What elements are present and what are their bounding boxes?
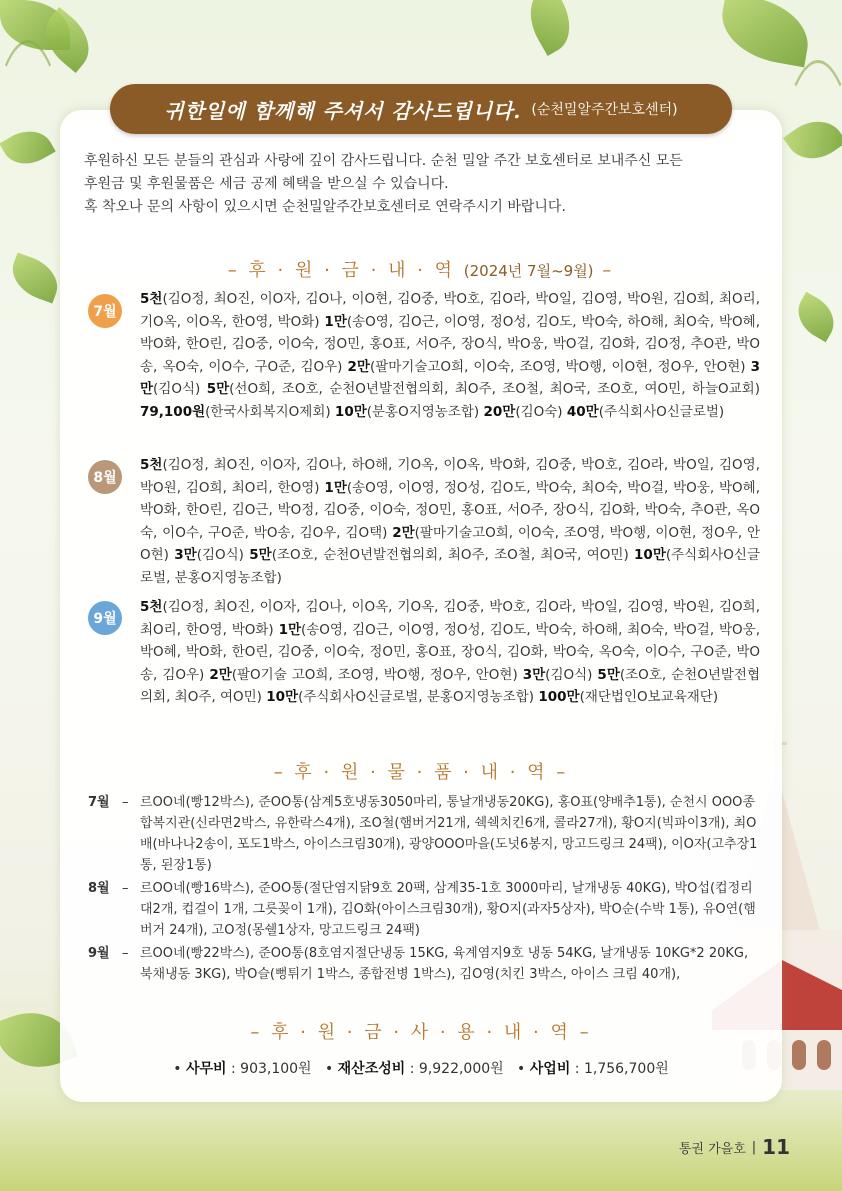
usage-summary xyxy=(60,1058,782,1078)
goods-month: 9월 xyxy=(88,946,110,961)
donation-amount: 5만 xyxy=(597,666,620,683)
goods-dash: – xyxy=(122,881,129,896)
donor-names: (선O희, 조O호, 순천O년발전협의회, 최O주, 조O철, 최O국, 조O호, 여O민, 하늘O교회) xyxy=(229,381,760,397)
goods-text: 르OO네(빵22박스), 준OO통(8호염지절단냉동 15KG, 육계염지9호 냉동 54KG, 날개냉동 10KG*2 20KG, 북채냉동 3KG), 박O슬(뻥튀기 1박스, 종합전병 1박스), 김O영(치킨 3박스, 아이스 크림 40개), xyxy=(140,946,749,982)
donor-names: (김O숙) xyxy=(515,403,567,420)
intro-line: 혹 착오나 문의 사항이 있으시면 순천밀알주간보호센터로 연락주시기 바랍니다. xyxy=(84,199,566,215)
month-badge-july: 7월 xyxy=(88,294,122,328)
donation-amount: 3만 xyxy=(174,547,197,563)
donor-names: (김O정, 최O진, 이O자, 김O나, 이O현, 김O중, 박O호, 김O라, 박O일, 김O영, 박O원, 김O희, 최O리, 기O옥, 이O옥, 한O영, 박O화) xyxy=(140,291,760,330)
donation-amount: 20만 xyxy=(483,403,516,420)
month-badge-august: 8월 xyxy=(88,460,122,494)
donation-amount: 5만 xyxy=(206,381,230,397)
donation-amount: 3만 xyxy=(140,358,760,397)
month-donations-august xyxy=(140,454,760,589)
donor-names: (송O영, 이O영, 정O성, 김O도, 박O숙, 최O숙, 박O걸, 박O웅, 박O혜, 박O화, 한O린, 김O근, 박O정, 김O중, 이O숙, 정O민, 홍O표, 서O주, 장O식, 김O화, 박O숙, 추O관, 옥O숙, 이O수, 구O준, 박O송, 김O우, 김O택) xyxy=(140,479,761,541)
donor-names: (분홍O지영농조합) xyxy=(366,403,484,420)
donation-goods-heading: – 후 · 원 · 물 · 품 · 내 · 역 – xyxy=(273,762,569,783)
donation-money-heading xyxy=(60,256,782,282)
intro-line: 후원하신 모든 분들의 관심과 사랑에 깊이 감사드립니다. 순천 밀알 주간 보호센터로 보내주신 모든 xyxy=(84,153,683,169)
donation-amount: 2만 xyxy=(347,358,370,375)
donation-amount: 5천 xyxy=(140,291,163,307)
donation-amount: 5만 xyxy=(249,547,272,563)
donation-amount: 1만 xyxy=(324,313,347,330)
donation-amount: 10만 xyxy=(334,403,367,420)
donor-names: (재단법인O보교육재단) xyxy=(579,689,719,705)
goods-month: 7월 xyxy=(88,795,110,810)
donor-names: (김O정, 최O진, 이O자, 김O나, 이O옥, 기O옥, 김O중, 박O호, 김O라, 박O일, 김O영, 박O원, 김O희, 최O리, 한O영, 박O화) xyxy=(140,599,760,638)
donor-names: (팔O기술 고O희, 조O영, 박O행, 정O우, 안O현) xyxy=(231,666,523,683)
donor-names: (주식회사O신글로벌, 분홍O지영농조합) xyxy=(140,547,760,586)
goods-dash: – xyxy=(122,795,129,810)
goods-month: 8월 xyxy=(88,881,110,896)
page-title: 귀한일에 함께해 주셔서 감사드립니다. xyxy=(164,98,522,123)
donation-amount: 5천 xyxy=(140,457,163,473)
intro-line: 후원금 및 후원물품은 세금 공제 혜택을 받으실 수 있습니다. xyxy=(84,176,449,192)
footer-divider: | xyxy=(751,1139,757,1155)
goods-text: 르OO네(빵12박스), 준OO통(삼계5호냉동3050마리, 통날개냉동20KG), 홍O표(양배추1통), 순천시 OOO종합복지관(신라면2박스, 유한락스4개), 조O철(햄버거21개, 쉑쉑치킨6개, 콜라27개), 황O지(빅파이3개), 최O배(바나나2송이, 포도1박스, 아이스크림30개), 광양OOO마을(도넛6봉지, 망고드링크 24팩), 이O자(고추장1통, 된장1통) xyxy=(140,795,758,873)
goods-text: 르OO네(빵16박스), 준OO통(절단염지닭9호 20팩, 삼계35-1호 3000마리, 날개냉동 40KG), 박O섭(컵정리대2개, 컵걸이 1개, 그릇꽂이 1개), 김O화(아이스크림30개), 황O지(과자5상자), 박O순(수박 1통), 유O연(햄버거 24개), 고O정(몽쉘1상자, 망고드링크 24팩) xyxy=(140,881,756,938)
donation-amount: 10만 xyxy=(634,547,666,563)
usage-item-office: • 사무비 : 903,100원 xyxy=(173,1061,312,1077)
section-title-end: – xyxy=(602,260,615,281)
section-title: – 후 · 원 · 금 · 내 · 역 xyxy=(227,260,456,281)
donation-amount: 1만 xyxy=(278,621,301,638)
donor-names: (조O호, 순천O년발전협의회, 최O주, 조O철, 최O국, 여O민) xyxy=(271,547,635,563)
goods-row-july xyxy=(88,792,760,876)
donor-names: (주식회사O신글로벌, 분홍O지영농조합) xyxy=(298,689,539,705)
usage-item-project: • 사업비 : 1,756,700원 xyxy=(517,1061,669,1077)
donor-names: (김O정, 최O진, 이O자, 김O나, 하O해, 기O옥, 이O옥, 박O화, 김O중, 박O호, 김O라, 박O일, 김O영, 박O원, 김O희, 최O리, 한O영) xyxy=(140,457,760,496)
page-number: 11 xyxy=(762,1135,790,1159)
usage-item-property: • 재산조성비 : 9,922,000원 xyxy=(324,1061,504,1077)
organization-name: (순천밀알주간보호센터) xyxy=(531,102,678,118)
donor-names: (송O영, 김O근, 이O영, 정O성, 김O도, 박O숙, 하O해, 최O숙, 박O혜, 박O화, 한O린, 김O중, 이O숙, 정O민, 홍O표, 서O주, 장O식, 박O웅, 박O걸, 김O화, 김O정, 추O관, 박O송, 옥O숙, 이O수, 구O준, 김O우) xyxy=(140,313,761,375)
goods-dash: – xyxy=(122,946,129,961)
usage-heading: – 후 · 원 · 금 · 사 · 용 · 내 · 역 – xyxy=(250,1022,592,1043)
donor-names: (주식회사O신글로벌) xyxy=(598,403,725,420)
donor-names: (팔마기술고O희, 이O숙, 조O영, 박O행, 이O현, 정O우, 안O현) xyxy=(140,524,760,563)
donation-amount: 3만 xyxy=(522,666,546,683)
donation-amount: 2만 xyxy=(392,524,415,541)
donation-amount: 40만 xyxy=(566,403,599,420)
issue-label: 통권 가을호 xyxy=(678,1141,746,1157)
donor-names: (김O식) xyxy=(153,381,207,397)
intro-text xyxy=(84,150,764,219)
donor-names: (송O영, 김O근, 이O영, 정O성, 김O도, 박O숙, 하O해, 최O숙, 박O걸, 박O웅, 박O혜, 박O화, 한O린, 김O중, 이O숙, 정O민, 홍O표, 장O식, 김O화, 박O숙, 옥O숙, 이O수, 구O준, 박O송, 김O우) xyxy=(140,621,760,683)
donation-goods-list xyxy=(88,792,760,985)
donor-names: (한국사회복지O제회) xyxy=(205,403,335,420)
donation-amount: 79,100원 xyxy=(140,403,206,420)
month-donations-july xyxy=(140,288,760,423)
page-footer xyxy=(679,1135,790,1159)
donor-names: (김O식) xyxy=(545,666,598,683)
title-banner xyxy=(110,84,732,134)
donation-amount: 100만 xyxy=(538,689,580,705)
donation-amount: 2만 xyxy=(209,666,232,683)
month-donations-september xyxy=(140,596,760,709)
section-period: (2024년 7월~9월) xyxy=(463,262,594,280)
month-badge-september: 9월 xyxy=(88,601,122,635)
donation-amount: 5천 xyxy=(140,599,163,615)
leaf-decoration xyxy=(518,0,583,56)
donor-names: (김O식) xyxy=(196,547,250,563)
goods-row-september xyxy=(88,943,760,985)
goods-row-august xyxy=(88,878,760,941)
donor-names: (팔마기술고O희, 이O숙, 조O영, 박O행, 이O현, 정O우, 안O현) xyxy=(369,358,751,375)
donor-names: (조O호, 순천O년발전협의회, 최O주, 여O민) xyxy=(140,666,760,705)
leaf-decoration xyxy=(715,0,814,67)
donation-amount: 1만 xyxy=(324,479,347,496)
donation-amount: 10만 xyxy=(266,689,299,705)
